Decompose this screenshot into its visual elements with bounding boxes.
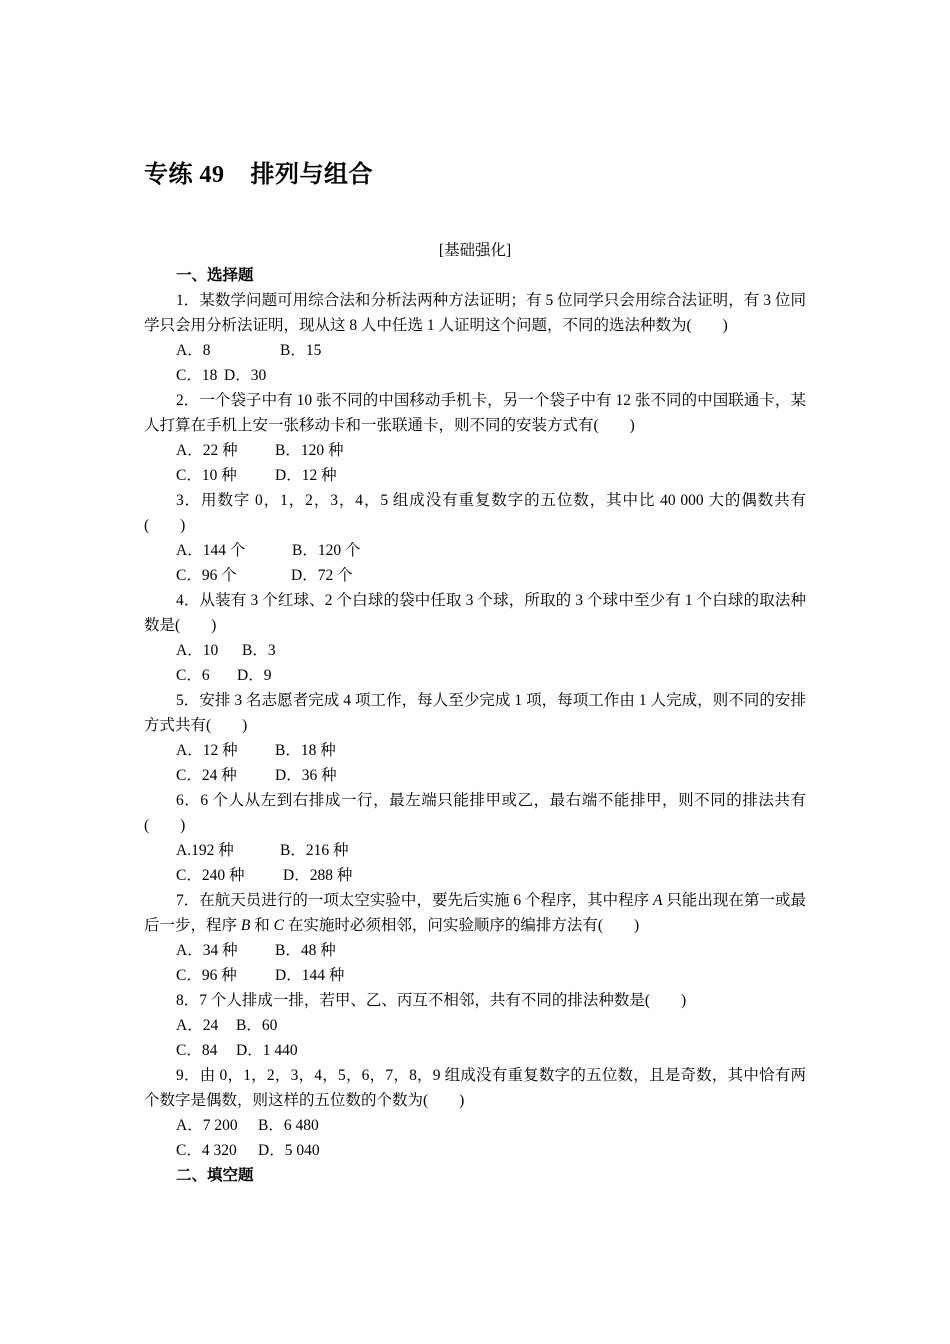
option-d: D．12 种 (275, 467, 337, 484)
option-b: B．120 种 (275, 442, 344, 459)
question-3-options-row-1 (144, 538, 806, 563)
question-9-options-row-1 (144, 1113, 806, 1138)
question-6-options-row-2 (144, 863, 806, 888)
option-a: A．8 (176, 342, 211, 359)
option-b: B．48 种 (275, 942, 336, 959)
option-a: A.192 种 (176, 842, 234, 859)
question-4-options-row-1 (144, 638, 806, 663)
question-9-options-row-2 (144, 1138, 806, 1163)
option-c: C．24 种 (176, 767, 237, 784)
question-1-options-row-1 (144, 338, 806, 363)
option-c: C．84 (176, 1042, 218, 1059)
option-c: C．6 (176, 667, 210, 684)
option-c: C．10 种 (176, 467, 237, 484)
question-6: 6．6 个人从左到右排成一行，最左端只能排甲或乙，最右端不能排甲，则不同的排法共有( ) (144, 792, 806, 834)
option-b: B．6 480 (258, 1117, 319, 1134)
option-c: C．4 320 (176, 1142, 237, 1159)
option-d: D．1 440 (236, 1042, 298, 1059)
option-a: A．22 种 (176, 442, 238, 459)
option-b: B．18 种 (275, 742, 336, 759)
question-7: 7．在航天员进行的一项太空实验中，要先后实施 6 个程序，其中程序 A 只能出现在第一或最后一步，程序 B 和 C 在实施时必须相邻，问实验顺序的编排方法有( ) (144, 892, 806, 934)
option-b: B．15 (280, 342, 322, 359)
option-d: D．5 040 (258, 1142, 320, 1159)
option-a: A．7 200 (176, 1117, 238, 1134)
question-9: 9．由 0，1，2，3，4，5，6，7，8，9 组成没有重复数字的五位数，且是奇数，其中恰有两个数字是偶数，则这样的五位数的个数为( ) (144, 1067, 806, 1109)
option-a: A．34 种 (176, 942, 238, 959)
option-c: C．96 种 (176, 967, 237, 984)
option-b: B．216 种 (280, 842, 349, 859)
option-d: D．30 (224, 367, 267, 384)
question-5-options-row-1 (144, 738, 806, 763)
option-c: C．240 种 (176, 867, 245, 884)
option-d: D．72 个 (291, 567, 353, 584)
section-label: [基础强化] (438, 242, 512, 259)
question-7-options-row-2 (144, 963, 806, 988)
option-a: A．10 (176, 642, 219, 659)
option-b: B．120 个 (292, 542, 361, 559)
question-2: 2．一个袋子中有 10 张不同的中国移动手机卡，另一个袋子中有 12 张不同的中国联通卡，某人打算在手机上安一张移动卡和一张联通卡，则不同的安装方式有( ) (144, 392, 806, 434)
question-1: 1．某数学问题可用综合法和分析法两种方法证明；有 5 位同学只会用综合法证明，有 3 位同学只会用分析法证明，现从这 8 人中任选 1 人证明这个问题，不同的选法种数为( ) (144, 292, 806, 334)
question-1-options-row-2 (144, 363, 806, 388)
question-3-options-row-2 (144, 563, 806, 588)
question-8-options-row-1 (144, 1013, 806, 1038)
question-8: 8．7 个人排成一排，若甲、乙、丙互不相邻，共有不同的排法种数是( ) (176, 992, 687, 1009)
option-d: D．288 种 (283, 867, 353, 884)
option-c: C．96 个 (176, 567, 237, 584)
part-heading-fill: 二、填空题 (176, 1167, 254, 1184)
option-a: A．144 个 (176, 542, 246, 559)
option-a: A．24 (176, 1017, 219, 1034)
option-a: A．12 种 (176, 742, 238, 759)
question-4-options-row-2 (144, 663, 806, 688)
question-6-options-row-1 (144, 838, 806, 863)
question-7-options-row-1 (144, 938, 806, 963)
option-d: D．9 (237, 667, 272, 684)
page-title: 专练 49 排列与组合 (144, 162, 373, 188)
option-b: B．3 (242, 642, 276, 659)
document-body (144, 238, 806, 1188)
option-c: C．18 (176, 367, 218, 384)
question-3: 3．用数字 0，1，2，3，4，5 组成没有重复数字的五位数，其中比 40 000 大的偶数共有( ) (144, 492, 806, 534)
question-2-options-row-2 (144, 463, 806, 488)
question-4: 4．从装有 3 个红球、2 个白球的袋中任取 3 个球，所取的 3 个球中至少有 1 个白球的取法种数是( ) (144, 592, 806, 634)
question-2-options-row-1 (144, 438, 806, 463)
question-8-options-row-2 (144, 1038, 806, 1063)
question-5-options-row-2 (144, 763, 806, 788)
option-b: B．60 (236, 1017, 278, 1034)
option-d: D．36 种 (275, 767, 337, 784)
option-d: D．144 种 (275, 967, 345, 984)
part-heading-choice: 一、选择题 (176, 267, 254, 284)
question-5: 5．安排 3 名志愿者完成 4 项工作，每人至少完成 1 项，每项工作由 1 人完成，则不同的安排方式共有( ) (144, 692, 806, 734)
